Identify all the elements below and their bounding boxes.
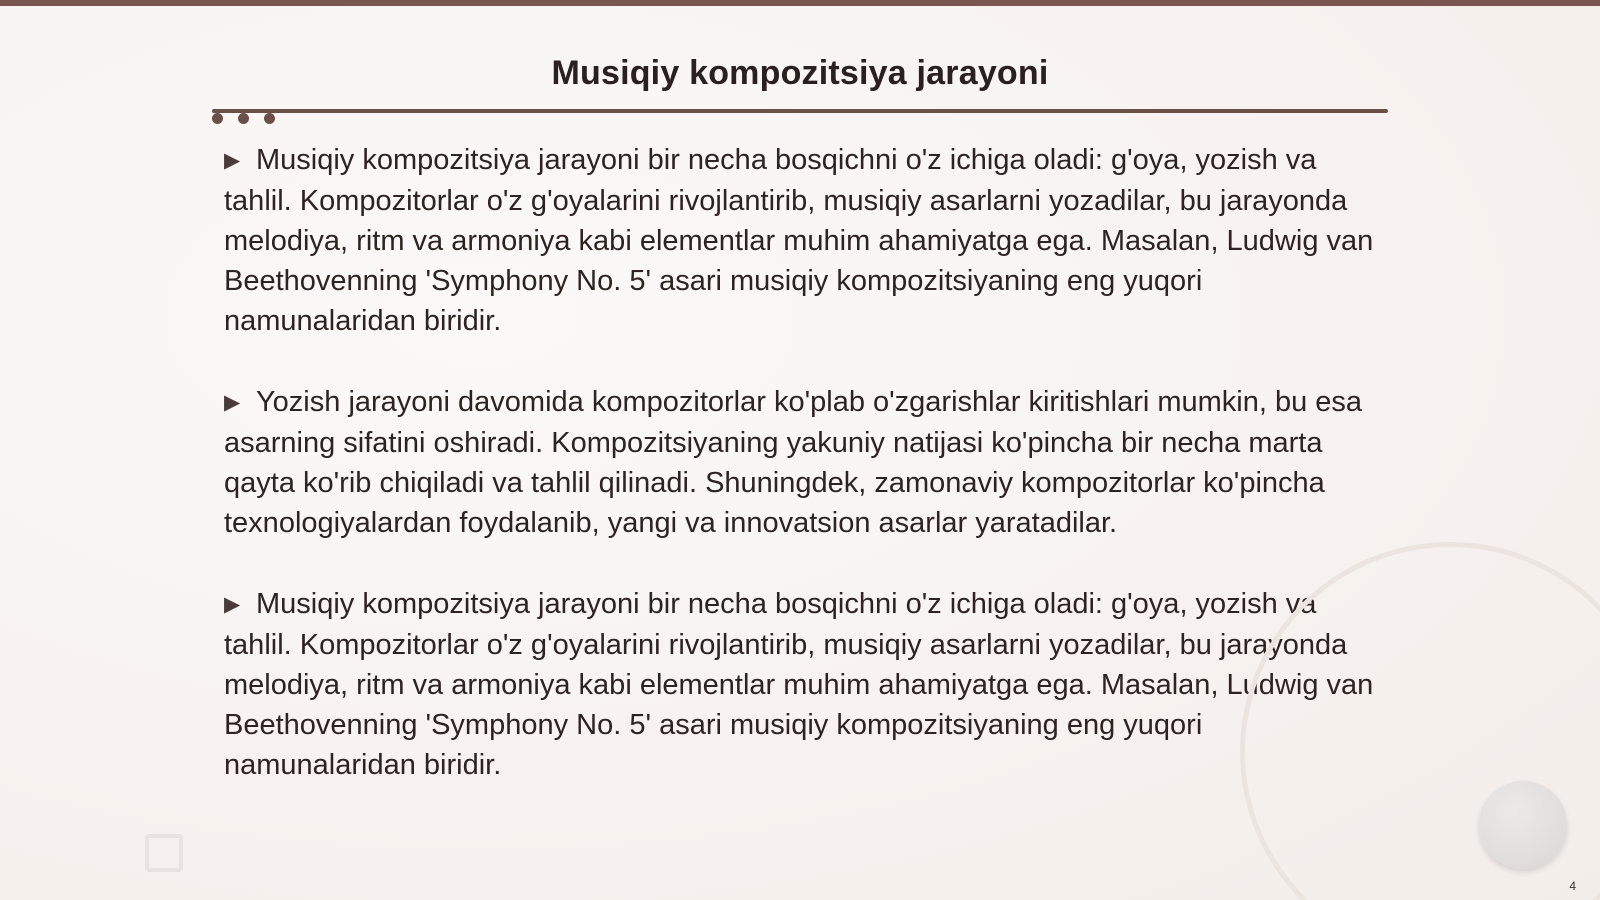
- bullet-item: [224, 140, 1384, 341]
- bullet-text: Yozish jarayoni davomida kompozitorlar ko'plab o'zgarishlar kiritishlari mumkin, bu esa asarning sifatini oshiradi. Kompozitsiyaning yakuniy natijasi ko'pincha bir necha marta qayta ko'rib chiqiladi va tahlil qilinadi. Shuningdek, zamonaviy kompozitorlar ko'pincha texnologiyalardan foydalanib, yangi va innovatsion asarlar yaratadilar.: [224, 386, 1363, 539]
- bullet-text: Musiqiy kompozitsiya jarayoni bir necha bosqichni o'z ichiga oladi: g'oya, yozish va tahlil. Kompozitorlar o'z g'oyalarini rivojlantirib, musiqiy asarlarni yozadilar, bu jarayonda melodiya, ritm va armoniya kabi elementlar muhim ahamiyatga ega. Masalan, Ludwig van Beethovenning 'Symphony No. 5' asari musiqiy kompozitsiyaning eng yuqori namunalaridan biridir.: [224, 144, 1374, 337]
- triangle-bullet-icon: ▶: [224, 593, 241, 616]
- title-rule-dots: [212, 113, 282, 125]
- rule-dot: [212, 113, 223, 124]
- page-number: 4: [1569, 879, 1576, 893]
- bullet-item: [224, 584, 1384, 785]
- slide-title: Musiqiy kompozitsiya jarayoni: [551, 54, 1049, 92]
- title-underline: [212, 109, 1388, 113]
- rule-dot: [238, 113, 249, 124]
- decorative-square: [145, 834, 183, 872]
- triangle-bullet-icon: ▶: [224, 391, 241, 414]
- top-accent-bar: [0, 0, 1600, 6]
- bullet-list: [224, 140, 1384, 826]
- decorative-circle: [1479, 781, 1567, 869]
- bullet-item: [224, 382, 1384, 543]
- bullet-text: Musiqiy kompozitsiya jarayoni bir necha bosqichni o'z ichiga oladi: g'oya, yozish va tahlil. Kompozitorlar o'z g'oyalarini rivojlantirib, musiqiy asarlarni yozadilar, bu jarayonda melodiya, ritm va armoniya kabi elementlar muhim ahamiyatga ega. Masalan, Ludwig van Beethovenning 'Symphony No. 5' asari musiqiy kompozitsiyaning eng yuqori namunalaridan biridir.: [224, 588, 1374, 781]
- triangle-bullet-icon: ▶: [224, 149, 241, 172]
- rule-dot: [264, 113, 275, 124]
